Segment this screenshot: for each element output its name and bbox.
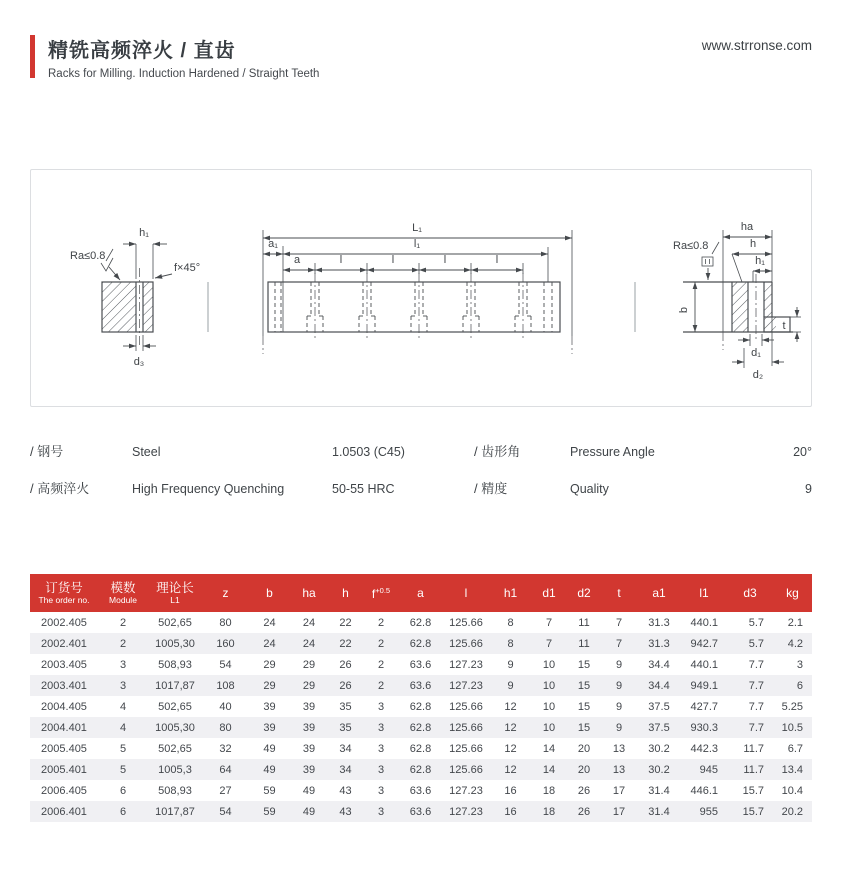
table-cell: 20 [577,763,591,776]
table-row [30,717,812,738]
table-cell: 26 [339,679,352,692]
dim-label-h1: h₁ [755,255,765,267]
column-header: d3 [727,574,773,612]
dim-label-d2: d₂ [752,369,764,381]
table-cell: 10 [542,679,556,692]
spec-label-cn: / 精度 [474,481,508,496]
column-header: kg [773,574,812,612]
table-cell: 34 [339,742,352,755]
table-cell: 3 [377,700,385,713]
table-cell: 30.2 [648,763,670,776]
table-cell: 5 [119,742,127,755]
table-cell: 125.66 [449,721,483,734]
column-header: $f^{+0.5}$ [363,574,399,612]
table-cell: 2.1 [787,616,803,629]
table-body [30,612,812,822]
table-cell: 4 [119,721,127,734]
dim-label-a: a [293,254,301,266]
dim-label-h1: h₁ [139,227,149,239]
table-cell: 15.7 [742,784,764,797]
table-cell: 2 [377,616,385,629]
table-cell: 508,93 [158,658,192,671]
spec-label-cn: / 齿形角 [474,444,521,459]
table-cell: 11.7 [743,742,764,755]
table-cell: 127.23 [449,679,483,692]
table-cell: 39 [302,763,316,776]
table-cell: 31.4 [648,805,670,818]
table-cell: 43 [339,805,352,818]
table-cell: 35 [339,721,352,734]
column-header: l [442,574,490,612]
dim-label-f45: f×45° [174,262,201,274]
table-cell: 3 [377,805,385,818]
column-header: 理论长 L1 [148,574,202,612]
dim-label-l: l [495,254,499,266]
table-cell: 9 [507,679,514,692]
table-cell: 15 [577,721,591,734]
table-cell: 5 [119,763,127,776]
table-cell: 24 [263,637,276,650]
table-cell: 508,93 [158,784,192,797]
table-cell: 59 [263,784,276,797]
website-url: www.strronse.com [701,38,812,53]
table-cell: 127.23 [449,658,483,671]
front-rack-view [263,222,572,354]
spec-column-right [474,441,812,504]
table-cell: 13 [612,763,626,776]
table-cell: 9 [615,700,623,713]
page-title: 精铣高频淬火 / 直齿 [48,40,236,62]
table-cell: 2004.401 [41,721,87,734]
table-cell: 39 [302,721,316,734]
table-cell: 6 [119,784,127,797]
table-cell: 62.8 [409,616,432,629]
table-cell: 949.1 [690,679,718,692]
table-cell: 24 [263,616,276,629]
column-header: b [249,574,290,612]
table-cell: 1005,3 [158,763,192,776]
dim-label-d1: d₁ [751,347,761,359]
table-cell: 63.6 [409,784,432,797]
table-cell: 1017,87 [155,679,195,692]
table-cell: 7 [545,637,553,650]
table-cell: 34.4 [648,679,670,692]
table-cell: 63.6 [409,658,432,671]
column-header: h [328,574,363,612]
table-cell: 442.3 [690,742,718,755]
table-cell: 7.7 [748,658,764,671]
column-header: l1 [681,574,727,612]
table-cell: 10 [542,700,556,713]
table-cell: 32 [219,742,232,755]
table-cell: 29 [263,658,276,671]
table-cell: 930.3 [690,721,718,734]
table-cell: 35 [339,700,352,713]
table-cell: 2005.405 [41,742,87,755]
table-cell: 34.4 [648,658,670,671]
table-cell: 15 [577,658,591,671]
column-header: d1 [531,574,567,612]
table-cell: 10 [542,721,556,734]
spec-label-en: High Frequency Quenching [132,482,285,496]
dim-label-a1: a₁ [268,238,278,250]
table-cell: 26 [339,658,352,671]
table-cell: 7.7 [748,721,764,734]
table-cell: 62.8 [409,700,432,713]
table-cell: 39 [302,742,316,755]
table-cell: 17 [612,805,626,818]
table-cell: 31.3 [648,637,670,650]
spec-section [30,441,812,504]
table-cell: 34 [339,763,352,776]
table-cell: 1005,30 [155,637,195,650]
table-cell: 10.5 [781,721,803,734]
table-cell: 49 [302,784,316,797]
spec-value: 20° [793,445,812,459]
column-header: a [399,574,442,612]
table-cell: 54 [219,805,232,818]
table-cell: 62.8 [409,742,432,755]
table-cell: 6.7 [787,742,803,755]
table-cell: 6 [796,679,803,692]
table-cell: 125.66 [449,763,483,776]
surface-roughness-label: Ra≤0.8 [70,250,106,262]
table-cell: 2002.405 [41,616,87,629]
table-cell: 59 [263,805,276,818]
dim-label-l: l [339,254,343,266]
table-cell: 2006.401 [41,805,87,818]
table-cell: 3 [377,784,385,797]
table-cell: 10 [542,658,556,671]
table-cell: 125.66 [449,742,483,755]
table-cell: 125.66 [449,616,483,629]
table-cell: 39 [263,700,276,713]
table-cell: 427.7 [690,700,718,713]
table-cell: 27 [219,784,232,797]
table-cell: 20.2 [781,805,803,818]
table-cell: 446.1 [690,784,718,797]
table-cell: 125.66 [449,637,483,650]
dim-label-l: l [443,254,447,266]
table-row [30,780,812,801]
table-cell: 9 [507,658,514,671]
table-cell: 63.6 [409,805,432,818]
title-accent-bar [30,35,35,78]
table-cell: 160 [216,637,235,650]
right-section-view [673,221,801,381]
table-cell: 5.7 [748,637,764,650]
table-cell: 39 [302,700,316,713]
spec-column-left [30,441,474,504]
table-cell: 15 [577,679,591,692]
dim-label-t: t [782,320,786,332]
table-cell: 502,65 [158,616,192,629]
table-row [30,612,812,633]
spec-label-en: Pressure Angle [570,445,655,459]
table-cell: 1005,30 [155,721,195,734]
table-cell: 12 [504,763,517,776]
table-cell: 3 [796,658,803,671]
column-header: ha [290,574,328,612]
table-cell: 31.4 [648,784,670,797]
table-cell: 8 [507,616,514,629]
dim-label-d3: d₃ [133,356,145,368]
dim-label-l1: l₁ [413,238,421,250]
table-row [30,654,812,675]
page-header [30,34,812,80]
spec-value: 9 [805,482,812,496]
table-cell: 49 [263,742,276,755]
table-cell: 942.7 [690,637,718,650]
table-cell: 3 [377,742,385,755]
table-cell: 15.7 [742,805,764,818]
table-cell: 2 [377,679,385,692]
table-cell: 7 [615,637,623,650]
table-cell: 16 [504,805,517,818]
table-cell: 9 [615,721,623,734]
catalog-page [0,34,842,822]
table-cell: 2 [119,637,127,650]
table-cell: 13 [612,742,626,755]
dim-label-L1: L₁ [412,222,422,234]
spec-row-pressure-angle [474,441,812,467]
table-cell: 12 [504,742,517,755]
table-row [30,801,812,822]
left-section-view [70,227,200,368]
table-row [30,759,812,780]
table-cell: 12 [504,721,517,734]
table-cell: 2006.405 [41,784,87,797]
table-cell: 3 [377,721,385,734]
table-cell: 63.6 [409,679,432,692]
spec-label-en: Quality [570,482,609,496]
column-header: 模数 Module [98,574,148,612]
spec-label-cn: / 高频淬火 [30,481,90,496]
table-cell: 17 [612,784,626,797]
table-cell: 13.4 [781,763,803,776]
table-row [30,675,812,696]
table-cell: 5.7 [748,616,764,629]
table-cell: 108 [216,679,235,692]
table-cell: 64 [219,763,232,776]
spec-value: 50-55 HRC [332,482,395,496]
table-cell: 7.7 [748,700,764,713]
table-cell: 10.4 [781,784,803,797]
table-cell: 22 [339,637,352,650]
table-cell: 49 [263,763,276,776]
table-cell: 7.7 [748,679,764,692]
product-table [30,574,812,822]
table-cell: 37.5 [648,721,670,734]
spec-row-quality [474,478,812,504]
table-cell: 4 [119,700,127,713]
table-cell: 502,65 [158,742,192,755]
spec-label-cn: / 钢号 [30,444,64,459]
table-cell: 945 [699,763,718,776]
table-cell: 7 [615,616,623,629]
table-cell: 2002.401 [41,637,87,650]
table-cell: 2 [377,658,385,671]
table-cell: 40 [219,700,232,713]
table-cell: 62.8 [409,637,432,650]
table-cell: 49 [302,805,316,818]
spec-label-en: Steel [132,445,161,459]
table-cell: 54 [219,658,232,671]
table-cell: 127.23 [449,784,483,797]
table-cell: 11 [578,616,590,629]
table-cell: 502,65 [158,700,192,713]
table-cell: 440.1 [690,616,718,629]
table-cell: 14 [542,742,556,755]
table-cell: 62.8 [409,721,432,734]
table-cell: 24 [302,637,316,650]
table-cell: 11.7 [743,763,764,776]
table-cell: 9 [615,679,623,692]
table-cell: 20 [577,742,591,755]
table-cell: 62.8 [409,763,432,776]
table-cell: 2004.405 [41,700,87,713]
table-cell: 2003.405 [41,658,87,671]
table-cell: 125.66 [449,700,483,713]
table-row [30,696,812,717]
table-cell: 30.2 [648,742,670,755]
table-cell: 39 [263,721,276,734]
page-subtitle: Racks for Milling. Induction Hardened / Straight Teeth [48,68,320,80]
dim-label-h: h [749,238,757,250]
column-header: z [202,574,249,612]
table-cell: 29 [302,658,316,671]
table-row [30,633,812,654]
table-cell: 80 [219,721,232,734]
table-cell: 7 [545,616,553,629]
spec-row-quenching [30,478,474,504]
technical-drawing-panel [30,169,812,407]
table-cell: 3 [377,763,385,776]
technical-drawing [31,170,811,406]
table-cell: 31.3 [648,616,670,629]
dim-label-b: b [678,306,690,314]
table-cell: 80 [219,616,232,629]
table-cell: 5.25 [781,700,803,713]
table-cell: 4.2 [787,637,803,650]
table-cell: 3 [119,658,127,671]
table-cell: 2 [377,637,385,650]
title-block [30,34,319,80]
dim-label-ha: ha [740,221,754,233]
table-cell: 1017,87 [155,805,195,818]
table-cell: 26 [577,784,591,797]
table-cell: 12 [504,700,517,713]
table-cell: 8 [507,637,514,650]
table-cell: 29 [302,679,316,692]
table-cell: 14 [542,763,556,776]
table-cell: 29 [263,679,276,692]
column-header: 订货号 The order no. [30,574,98,612]
spec-value: 1.0503 (C45) [332,445,405,459]
column-header: t [601,574,637,612]
table-cell: 2005.401 [41,763,87,776]
table-cell: 16 [504,784,517,797]
table-header-row [30,574,812,612]
table-cell: 440.1 [690,658,718,671]
column-header: h1 [490,574,531,612]
table-cell: 18 [542,805,556,818]
table-row [30,738,812,759]
dim-label-l: l [391,254,395,266]
table-cell: 22 [339,616,352,629]
column-header: a1 [637,574,681,612]
table-cell: 26 [577,805,591,818]
table-cell: 127.23 [449,805,483,818]
table-cell: 2 [119,616,127,629]
table-cell: 43 [339,784,352,797]
table-cell: 24 [302,616,316,629]
table-cell: 15 [577,700,591,713]
spec-row-steel [30,441,474,467]
table-cell: 11 [578,637,590,650]
table-cell: 955 [699,805,718,818]
table-cell: 37.5 [648,700,670,713]
table-cell: 6 [119,805,127,818]
surface-roughness-label: Ra≤0.8 [673,240,709,252]
table-cell: 18 [542,784,556,797]
table-cell: 2003.401 [41,679,87,692]
table-cell: 9 [615,658,623,671]
table-cell: 3 [119,679,127,692]
column-header: d2 [567,574,601,612]
